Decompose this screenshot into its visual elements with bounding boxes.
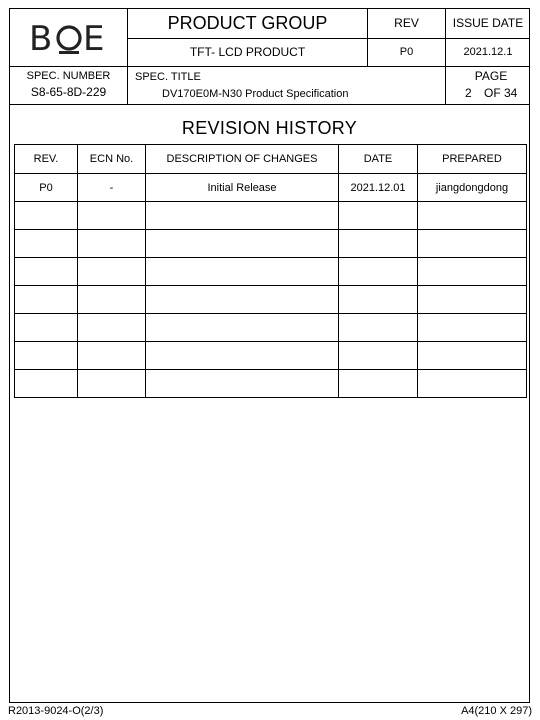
rev-value: P0 xyxy=(399,46,414,58)
product-group-value: TFT- LCD PRODUCT xyxy=(189,45,306,59)
cell-description xyxy=(146,230,339,258)
cell-prepared xyxy=(418,342,527,370)
cell-date xyxy=(339,286,418,314)
cell-description xyxy=(146,202,339,230)
cell-prepared xyxy=(418,258,527,286)
cell-description xyxy=(146,342,339,370)
cell-description xyxy=(146,370,339,398)
cell-prepared xyxy=(418,286,527,314)
company-logo xyxy=(10,8,127,66)
cell-rev xyxy=(15,314,78,342)
revision-history-title: REVISION HISTORY xyxy=(181,118,358,138)
table-row xyxy=(15,258,527,286)
table-row xyxy=(15,202,527,230)
cell-date xyxy=(339,314,418,342)
cell-rev: P0 xyxy=(15,174,78,202)
table-row xyxy=(15,230,527,258)
cell-rev xyxy=(15,230,78,258)
col-header-date: DATE xyxy=(339,145,418,174)
cell-prepared xyxy=(418,314,527,342)
table-row xyxy=(15,370,527,398)
boe-logo-icon xyxy=(29,20,109,54)
cell-rev xyxy=(15,202,78,230)
cell-description xyxy=(146,286,339,314)
logo-underbar xyxy=(59,51,79,54)
cell-prepared xyxy=(418,230,527,258)
cell-ecn xyxy=(78,286,146,314)
cell-description: Initial Release xyxy=(146,174,339,202)
product-group-label: PRODUCT GROUP xyxy=(167,13,328,33)
header-divider xyxy=(9,66,530,67)
cell-rev xyxy=(15,286,78,314)
cell-date: 2021.12.01 xyxy=(339,174,418,202)
cell-ecn xyxy=(78,314,146,342)
spec-title-value: DV170E0M-N30 Product Specification xyxy=(162,88,349,100)
logo-letter-e: E xyxy=(82,20,104,54)
table-row xyxy=(15,342,527,370)
cell-date xyxy=(339,230,418,258)
header-bottom-divider xyxy=(9,104,530,105)
cell-description xyxy=(146,258,339,286)
cell-rev xyxy=(15,258,78,286)
cell-ecn xyxy=(78,342,146,370)
logo-letter-o xyxy=(58,27,80,49)
spec-title-label: SPEC. TITLE xyxy=(135,71,201,83)
table-row xyxy=(15,314,527,342)
rev-label: REV xyxy=(394,16,419,30)
cell-prepared: jiangdongdong xyxy=(418,174,527,202)
col-header-ecn: ECN No. xyxy=(78,145,146,174)
table-header-row xyxy=(15,145,527,174)
page-total: OF 34 xyxy=(484,86,518,100)
header-mid-divider xyxy=(127,38,530,39)
cell-ecn: - xyxy=(78,174,146,202)
cell-prepared xyxy=(418,370,527,398)
cell-ecn xyxy=(78,230,146,258)
paper-size: A4(210 X 297) xyxy=(461,705,532,717)
table-row xyxy=(15,286,527,314)
cell-ecn xyxy=(78,370,146,398)
cell-date xyxy=(339,202,418,230)
cell-rev xyxy=(15,370,78,398)
issue-date-label: ISSUE DATE xyxy=(452,16,524,30)
cell-description xyxy=(146,314,339,342)
logo-letter-b: B xyxy=(28,20,52,54)
table-row xyxy=(15,174,527,202)
page-label: PAGE xyxy=(474,69,508,83)
cell-date xyxy=(339,370,418,398)
revision-history-table xyxy=(14,144,527,398)
spec-number-label: SPEC. NUMBER xyxy=(26,70,111,82)
cell-ecn xyxy=(78,202,146,230)
col-header-prepared: PREPARED xyxy=(418,145,527,174)
cell-prepared xyxy=(418,202,527,230)
col-header-rev: REV. xyxy=(15,145,78,174)
cell-rev xyxy=(15,342,78,370)
cell-date xyxy=(339,342,418,370)
spec-number-value: S8-65-8D-229 xyxy=(30,85,107,99)
cell-ecn xyxy=(78,258,146,286)
form-code: R2013-9024-O(2/3) xyxy=(8,705,104,717)
col-header-description: DESCRIPTION OF CHANGES xyxy=(146,145,339,174)
page-number: 2 xyxy=(465,86,472,100)
issue-date-value: 2021.12.1 xyxy=(463,46,513,58)
cell-date xyxy=(339,258,418,286)
